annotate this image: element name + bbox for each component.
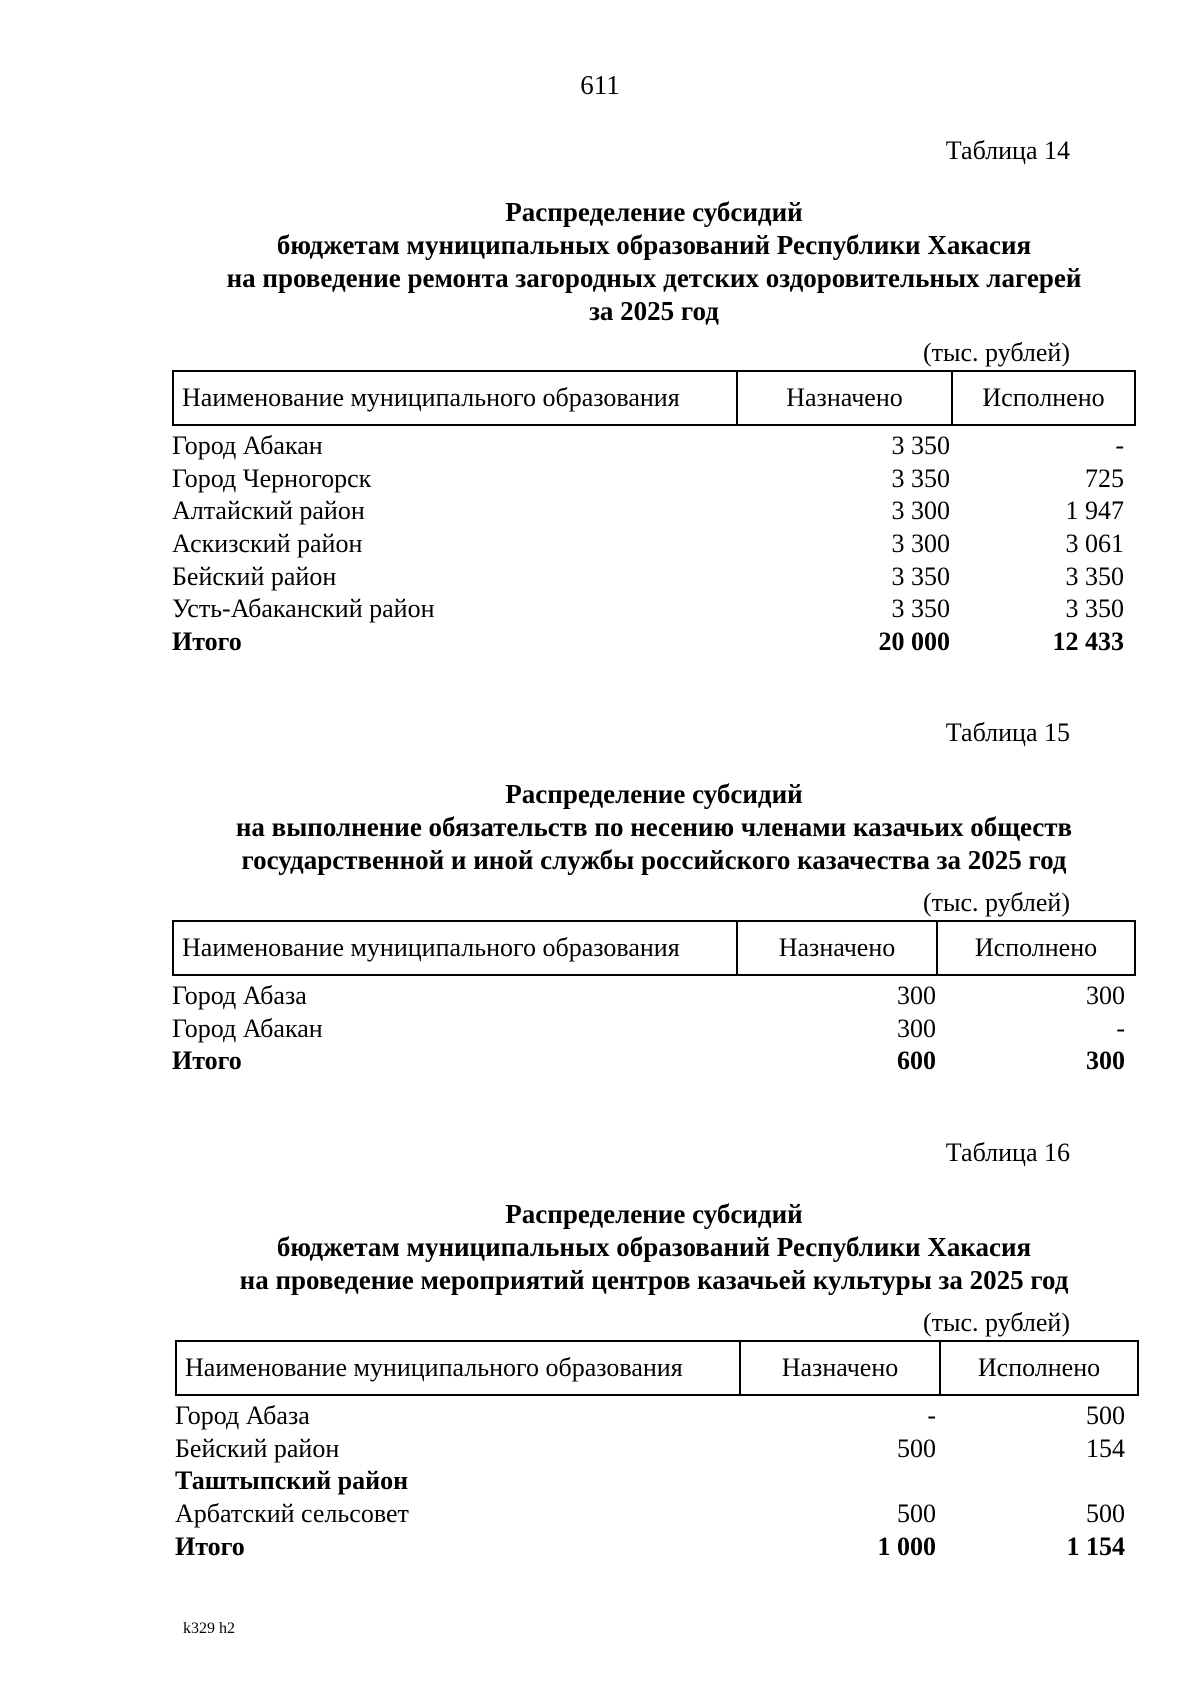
table-14-header-executed: Исполнено xyxy=(982,383,1105,412)
table-14-header xyxy=(172,370,1136,426)
table-row: Город Черногорск 3 350 725 xyxy=(172,463,1136,496)
row-executed: 3 350 xyxy=(1065,561,1124,591)
table-16-header xyxy=(175,1340,1139,1396)
table-16-title-line-3: на проведение мероприятий центров казачьей культуры за 2025 год xyxy=(239,1265,1069,1295)
table-14-title-line-4: за 2025 год xyxy=(589,296,719,326)
row-assigned: 300 xyxy=(897,981,936,1010)
table-row: Арбатский сельсовет 500 500 xyxy=(175,1498,1139,1531)
row-assigned: 3 300 xyxy=(891,496,950,526)
table-16-number: Таблица 16 xyxy=(945,1138,1070,1167)
group-row: Таштыпский район xyxy=(175,1465,1139,1498)
row-assigned: 3 350 xyxy=(891,594,950,624)
footer-code: k329 h2 xyxy=(183,1620,235,1637)
row-assigned: 1 000 xyxy=(877,1531,936,1561)
row-executed: 500 xyxy=(1086,1499,1125,1529)
table-16-title xyxy=(160,1198,1148,1297)
table-row: Бейский район 500 154 xyxy=(175,1433,1139,1466)
row-executed: 12 433 xyxy=(1052,627,1124,657)
table-15-header-assigned: Назначено xyxy=(738,922,938,974)
total-row: Итого 1 000 1 154 xyxy=(175,1531,1139,1564)
table-15-title-line-1: Распределение субсидий xyxy=(505,779,803,809)
row-executed: 500 xyxy=(1086,1401,1125,1430)
row-executed: 3 350 xyxy=(1065,594,1124,624)
row-assigned: 3 300 xyxy=(891,529,950,559)
row-assigned: 500 xyxy=(897,1433,936,1463)
row-executed: 1 154 xyxy=(1066,1531,1125,1561)
table-row: Город Абаза - 500 xyxy=(175,1400,1139,1433)
table-14-number: Таблица 14 xyxy=(945,136,1070,165)
row-assigned: 300 xyxy=(897,1013,936,1043)
table-15-header-executed: Исполнено xyxy=(974,933,1098,962)
row-executed xyxy=(936,1465,1125,1498)
row-assigned: - xyxy=(927,1401,936,1430)
table-15-header-name: Наименование муниципального образования xyxy=(174,922,738,974)
row-executed: 154 xyxy=(1086,1433,1125,1463)
row-assigned: 500 xyxy=(897,1499,936,1529)
row-executed: 300 xyxy=(1086,981,1125,1010)
row-assigned xyxy=(175,1465,936,1498)
table-16-title-line-2: бюджетам муниципальных образований Республики Хакасия xyxy=(276,1232,1032,1262)
table-16-header-executed: Исполнено xyxy=(977,1353,1101,1382)
row-executed: 725 xyxy=(1085,463,1124,493)
total-row: Итого 600 300 xyxy=(172,1045,1136,1078)
table-14-title xyxy=(160,196,1148,328)
row-assigned: 3 350 xyxy=(891,431,950,460)
table-14-unit: (тыс. рублей) xyxy=(922,338,1070,367)
table-row: Аскизский район 3 300 3 061 xyxy=(172,528,1136,561)
table-16-unit: (тыс. рублей) xyxy=(922,1308,1070,1337)
table-14-title-line-2: бюджетам муниципальных образований Республики Хакасия xyxy=(276,230,1032,260)
table-15-title xyxy=(160,778,1148,877)
page-number: 611 xyxy=(580,70,620,100)
table-16-header-name: Наименование муниципального образования xyxy=(177,1342,741,1394)
table-row: Город Абакан 3 350 - xyxy=(172,430,1136,463)
table-15-header xyxy=(172,920,1136,976)
table-16-header-assigned: Назначено xyxy=(741,1342,941,1394)
table-row: Город Абакан 300 - xyxy=(172,1013,1136,1046)
row-assigned: 20 000 xyxy=(878,627,950,657)
row-assigned: 3 350 xyxy=(891,463,950,493)
table-16-title-line-1: Распределение субсидий xyxy=(505,1199,803,1229)
table-14-body xyxy=(172,430,1136,659)
table-14-header-assigned: Назначено xyxy=(738,372,953,424)
table-15-title-line-3: государственной и иной службы российского казачества за 2025 год xyxy=(241,845,1067,875)
table-row: Алтайский район 3 300 1 947 xyxy=(172,495,1136,528)
row-assigned: 600 xyxy=(897,1046,936,1076)
table-14-header-name: Наименование муниципального образования xyxy=(174,372,738,424)
table-14-title-line-3: на проведение ремонта загородных детских оздоровительных лагерей xyxy=(226,263,1082,293)
table-15-number: Таблица 15 xyxy=(945,718,1070,747)
table-row: Усть-Абаканский район 3 350 3 350 xyxy=(172,593,1136,626)
table-15-body xyxy=(172,980,1136,1078)
row-assigned: 3 350 xyxy=(891,561,950,591)
table-15-title-line-2: на выполнение обязательств по несению членами казачьих обществ xyxy=(235,812,1073,842)
row-executed: 1 947 xyxy=(1065,496,1124,526)
total-row: Итого 20 000 12 433 xyxy=(172,626,1136,659)
table-14-title-line-1: Распределение субсидий xyxy=(505,197,803,227)
row-executed: 3 061 xyxy=(1065,529,1124,559)
table-row: Бейский район 3 350 3 350 xyxy=(172,561,1136,594)
table-16-body xyxy=(175,1400,1139,1563)
row-executed: 300 xyxy=(1086,1046,1125,1076)
row-executed: - xyxy=(1115,431,1124,460)
row-executed: - xyxy=(1116,1013,1125,1043)
table-row: Город Абаза 300 300 xyxy=(172,980,1136,1013)
table-15-unit: (тыс. рублей) xyxy=(922,888,1070,917)
